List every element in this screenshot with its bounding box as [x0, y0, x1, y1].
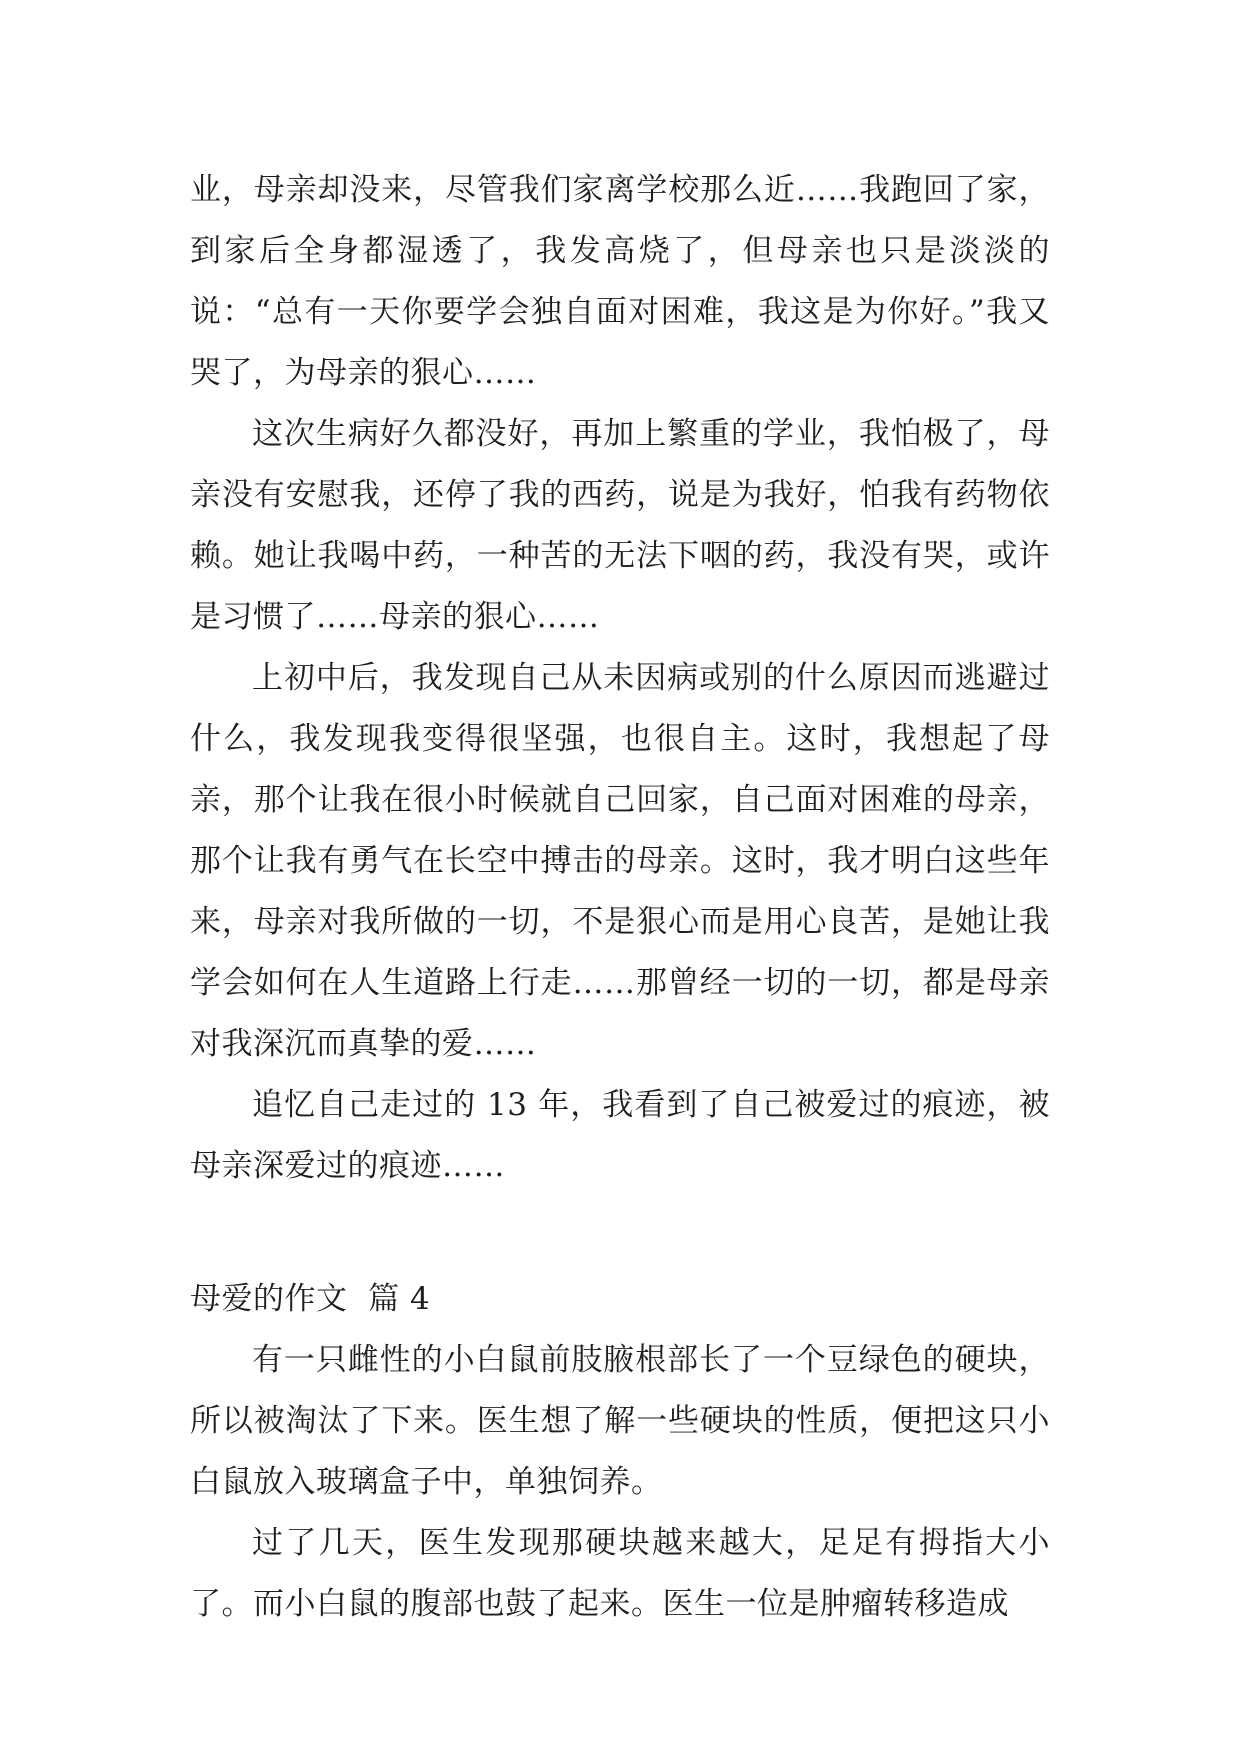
document-body — [190, 160, 1050, 1635]
section-spacer — [190, 1197, 1050, 1269]
paragraph-3: 上初中后，我发现自己从未因病或别的什么原因而逃避过什么，我发现我变得很坚强，也很自主。这时，我想起了母亲，那个让我在很小时候就自己回家，自己面对困难的母亲，那个让我有勇气在长空中搏击的母亲。这时，我才明白这些年来，母亲对我所做的一切，不是狠心而是用心良苦，是她让我学会如何在人生道路上行走……那曾经一切的一切，都是母亲对我深沉而真挚的爱…… — [190, 660, 1050, 1062]
paragraph-5: 有一只雌性的小白鼠前肢腋根部长了一个豆绿色的硬块，所以被淘汰了下来。医生想了解一些硬块的性质，便把这只小白鼠放入玻璃盒子中，单独饲养。 — [190, 1342, 1050, 1500]
paragraph-6: 过了几天，医生发现那硬块越来越大，足足有拇指大小了。而小白鼠的腹部也鼓了起来。医生一位是肿瘤转移造成 — [190, 1525, 1050, 1622]
paragraph-4: 追忆自己走过的 13 年，我看到了自己被爱过的痕迹，被母亲深爱过的痕迹…… — [190, 1087, 1050, 1184]
paragraph-2: 这次生病好久都没好，再加上繁重的学业，我怕极了，母亲没有安慰我，还停了我的西药，说是为我好，怕我有药物依赖。她让我喝中药，一种苦的无法下咽的药，我没有哭，或许是习惯了……母亲的狠心…… — [190, 416, 1050, 635]
paragraph-1: 业，母亲却没来，尽管我们家离学校那么近……我跑回了家，到家后全身都湿透了，我发高烧了，但母亲也只是淡淡的说：“总有一天你要学会独自面对困难，我这是为你好。”我又哭了，为母亲的狠心…… — [190, 172, 1050, 391]
section-heading: 母爱的作文 篇 4 — [190, 1281, 431, 1317]
